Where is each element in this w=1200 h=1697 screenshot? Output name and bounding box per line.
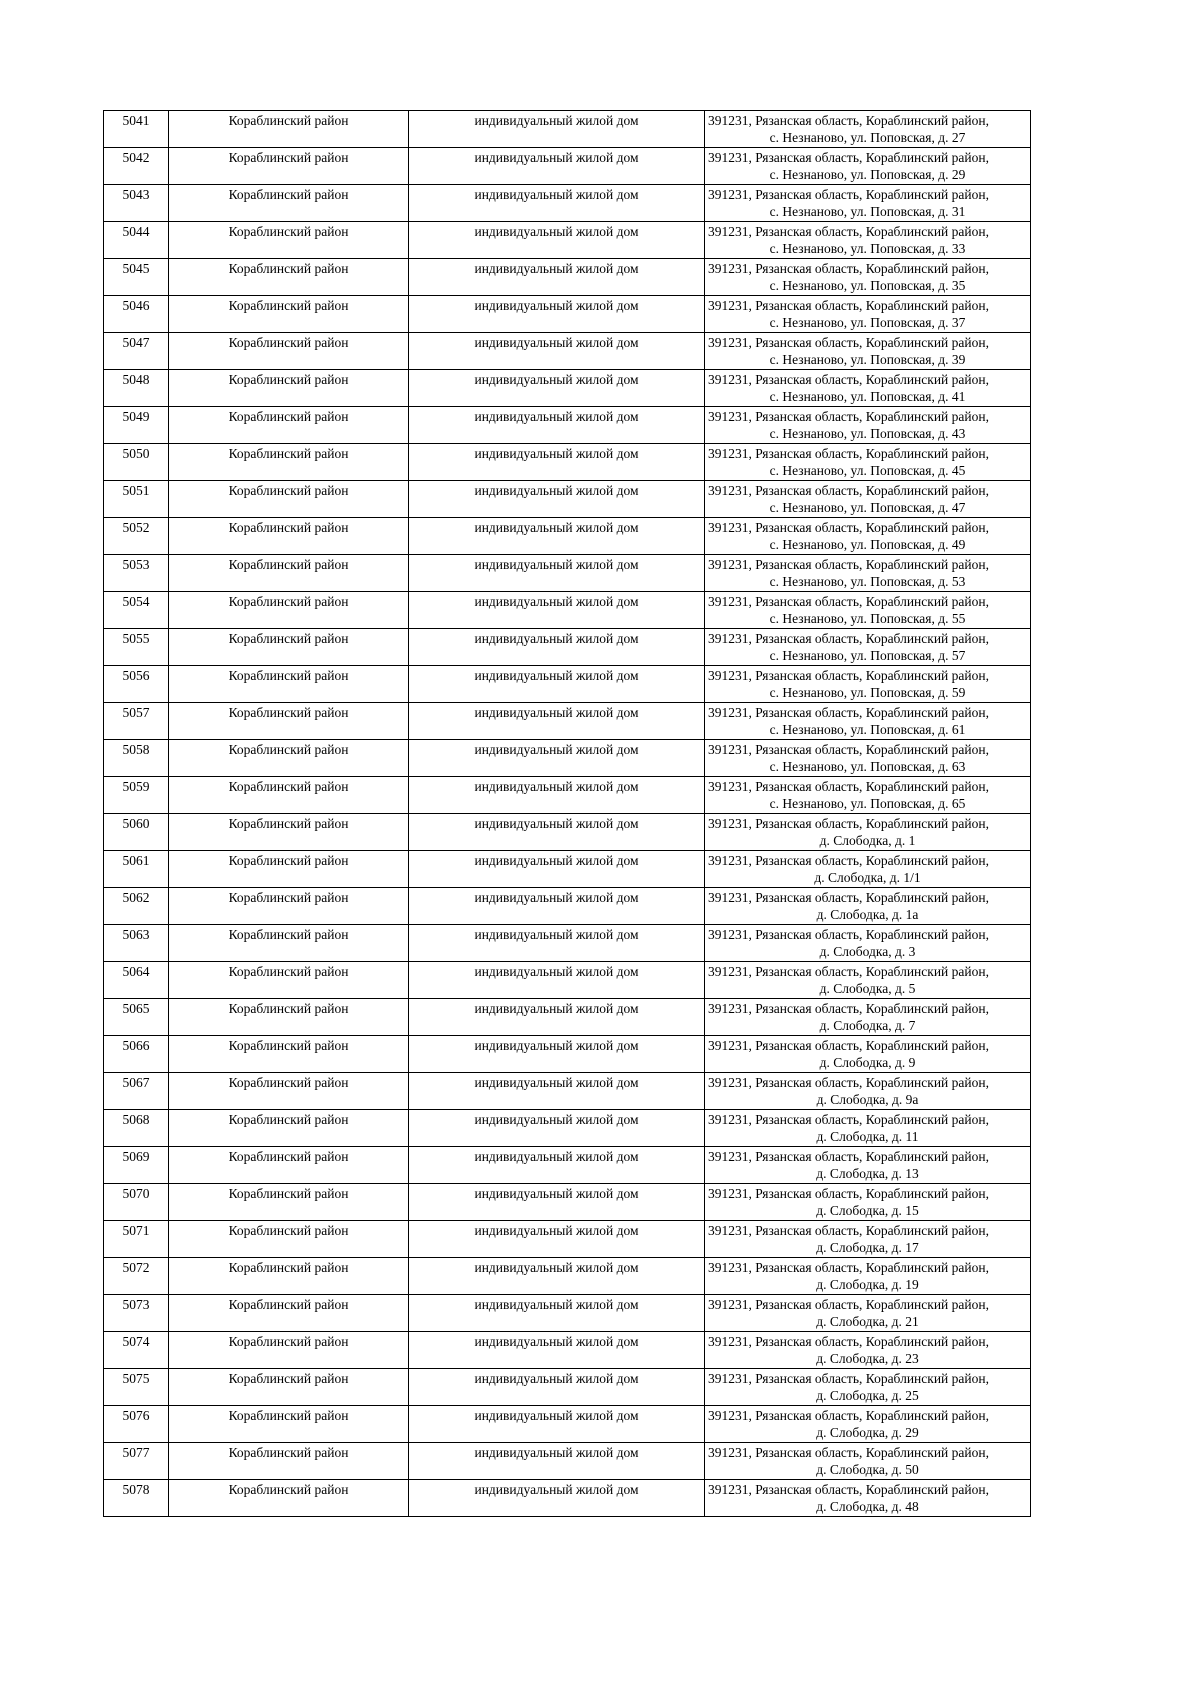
table-row xyxy=(104,1221,1031,1258)
address-line-region: 391231, Рязанская область, Кораблинский район, xyxy=(708,446,989,461)
address-line-locality: с. Незнаново, ул. Поповская, д. 49 xyxy=(769,537,966,552)
table-row xyxy=(104,1258,1031,1295)
row-number-cell: 5052 xyxy=(104,518,169,555)
district-cell: Кораблинский район xyxy=(169,185,409,222)
district-cell: Кораблинский район xyxy=(169,1295,409,1332)
table-row xyxy=(104,814,1031,851)
address-line-region: 391231, Рязанская область, Кораблинский район, xyxy=(708,890,989,905)
table-row xyxy=(104,222,1031,259)
table-row xyxy=(104,1184,1031,1221)
address-line-region: 391231, Рязанская область, Кораблинский район, xyxy=(708,113,989,128)
table-row xyxy=(104,888,1031,925)
row-number-cell: 5049 xyxy=(104,407,169,444)
address-line-locality: д. Слободка, д. 15 xyxy=(816,1203,919,1218)
address-line-locality: с. Незнаново, ул. Поповская, д. 41 xyxy=(769,389,966,404)
building-type-cell: индивидуальный жилой дом xyxy=(409,148,705,185)
address-line-locality: д. Слободка, д. 29 xyxy=(816,1425,919,1440)
building-type-cell: индивидуальный жилой дом xyxy=(409,333,705,370)
row-number-cell: 5056 xyxy=(104,666,169,703)
housing-registry-table xyxy=(103,110,1031,1517)
table-row xyxy=(104,1147,1031,1184)
row-number-cell: 5074 xyxy=(104,1332,169,1369)
address-line-region: 391231, Рязанская область, Кораблинский район, xyxy=(708,1149,989,1164)
district-cell: Кораблинский район xyxy=(169,259,409,296)
address-line-region: 391231, Рязанская область, Кораблинский район, xyxy=(708,1112,989,1127)
address-cell xyxy=(705,1110,1031,1147)
table-row xyxy=(104,370,1031,407)
address-cell xyxy=(705,703,1031,740)
address-line-region: 391231, Рязанская область, Кораблинский район, xyxy=(708,335,989,350)
table-row xyxy=(104,333,1031,370)
building-type-cell: индивидуальный жилой дом xyxy=(409,703,705,740)
table-row xyxy=(104,703,1031,740)
address-cell xyxy=(705,555,1031,592)
address-cell xyxy=(705,518,1031,555)
district-cell: Кораблинский район xyxy=(169,111,409,148)
district-cell: Кораблинский район xyxy=(169,888,409,925)
address-cell xyxy=(705,111,1031,148)
address-cell xyxy=(705,629,1031,666)
row-number-cell: 5069 xyxy=(104,1147,169,1184)
table-row xyxy=(104,407,1031,444)
address-line-locality: д. Слободка, д. 1/1 xyxy=(814,870,921,885)
district-cell: Кораблинский район xyxy=(169,1036,409,1073)
address-cell xyxy=(705,1443,1031,1480)
table-row xyxy=(104,592,1031,629)
table-row xyxy=(104,666,1031,703)
address-line-locality: д. Слободка, д. 1а xyxy=(816,907,919,922)
address-line-region: 391231, Рязанская область, Кораблинский район, xyxy=(708,816,989,831)
table-row xyxy=(104,1369,1031,1406)
building-type-cell: индивидуальный жилой дом xyxy=(409,1221,705,1258)
building-type-cell: индивидуальный жилой дом xyxy=(409,407,705,444)
table-row xyxy=(104,1110,1031,1147)
address-cell xyxy=(705,259,1031,296)
address-cell xyxy=(705,666,1031,703)
building-type-cell: индивидуальный жилой дом xyxy=(409,1480,705,1517)
building-type-cell: индивидуальный жилой дом xyxy=(409,1036,705,1073)
address-cell xyxy=(705,1073,1031,1110)
row-number-cell: 5061 xyxy=(104,851,169,888)
table-row xyxy=(104,1480,1031,1517)
district-cell: Кораблинский район xyxy=(169,1480,409,1517)
building-type-cell: индивидуальный жилой дом xyxy=(409,1184,705,1221)
address-line-locality: с. Незнаново, ул. Поповская, д. 43 xyxy=(769,426,966,441)
building-type-cell: индивидуальный жилой дом xyxy=(409,777,705,814)
table-row xyxy=(104,555,1031,592)
address-cell xyxy=(705,814,1031,851)
address-line-region: 391231, Рязанская область, Кораблинский район, xyxy=(708,631,989,646)
address-cell xyxy=(705,1184,1031,1221)
address-cell xyxy=(705,1258,1031,1295)
table-row xyxy=(104,1036,1031,1073)
address-cell xyxy=(705,481,1031,518)
row-number-cell: 5047 xyxy=(104,333,169,370)
address-line-locality: с. Незнаново, ул. Поповская, д. 39 xyxy=(769,352,966,367)
building-type-cell: индивидуальный жилой дом xyxy=(409,814,705,851)
district-cell: Кораблинский район xyxy=(169,592,409,629)
table-row xyxy=(104,111,1031,148)
address-line-locality: с. Незнаново, ул. Поповская, д. 29 xyxy=(769,167,966,182)
row-number-cell: 5044 xyxy=(104,222,169,259)
address-line-region: 391231, Рязанская область, Кораблинский район, xyxy=(708,298,989,313)
table-row xyxy=(104,962,1031,999)
row-number-cell: 5043 xyxy=(104,185,169,222)
address-line-locality: с. Незнаново, ул. Поповская, д. 55 xyxy=(769,611,966,626)
table-row xyxy=(104,185,1031,222)
address-line-region: 391231, Рязанская область, Кораблинский район, xyxy=(708,705,989,720)
building-type-cell: индивидуальный жилой дом xyxy=(409,925,705,962)
address-cell xyxy=(705,1147,1031,1184)
row-number-cell: 5055 xyxy=(104,629,169,666)
row-number-cell: 5076 xyxy=(104,1406,169,1443)
address-line-region: 391231, Рязанская область, Кораблинский район, xyxy=(708,853,989,868)
address-line-locality: с. Незнаново, ул. Поповская, д. 61 xyxy=(769,722,966,737)
row-number-cell: 5059 xyxy=(104,777,169,814)
address-line-region: 391231, Рязанская область, Кораблинский район, xyxy=(708,668,989,683)
address-line-region: 391231, Рязанская область, Кораблинский район, xyxy=(708,261,989,276)
address-cell xyxy=(705,1221,1031,1258)
building-type-cell: индивидуальный жилой дом xyxy=(409,185,705,222)
district-cell: Кораблинский район xyxy=(169,814,409,851)
address-line-locality: с. Незнаново, ул. Поповская, д. 53 xyxy=(769,574,966,589)
address-cell xyxy=(705,1369,1031,1406)
row-number-cell: 5060 xyxy=(104,814,169,851)
row-number-cell: 5048 xyxy=(104,370,169,407)
table-row xyxy=(104,148,1031,185)
district-cell: Кораблинский район xyxy=(169,370,409,407)
address-cell xyxy=(705,1332,1031,1369)
row-number-cell: 5065 xyxy=(104,999,169,1036)
address-line-locality: с. Незнаново, ул. Поповская, д. 31 xyxy=(769,204,966,219)
building-type-cell: индивидуальный жилой дом xyxy=(409,1369,705,1406)
building-type-cell: индивидуальный жилой дом xyxy=(409,481,705,518)
building-type-cell: индивидуальный жилой дом xyxy=(409,592,705,629)
address-line-locality: с. Незнаново, ул. Поповская, д. 59 xyxy=(769,685,966,700)
address-line-region: 391231, Рязанская область, Кораблинский район, xyxy=(708,1408,989,1423)
address-cell xyxy=(705,444,1031,481)
address-line-locality: с. Незнаново, ул. Поповская, д. 45 xyxy=(769,463,966,478)
district-cell: Кораблинский район xyxy=(169,999,409,1036)
address-line-region: 391231, Рязанская область, Кораблинский район, xyxy=(708,1075,989,1090)
address-line-locality: д. Слободка, д. 9а xyxy=(816,1092,919,1107)
table-row xyxy=(104,296,1031,333)
district-cell: Кораблинский район xyxy=(169,407,409,444)
address-line-region: 391231, Рязанская область, Кораблинский район, xyxy=(708,372,989,387)
row-number-cell: 5070 xyxy=(104,1184,169,1221)
building-type-cell: индивидуальный жилой дом xyxy=(409,222,705,259)
address-line-region: 391231, Рязанская область, Кораблинский район, xyxy=(708,1445,989,1460)
address-line-region: 391231, Рязанская область, Кораблинский район, xyxy=(708,1038,989,1053)
building-type-cell: индивидуальный жилой дом xyxy=(409,555,705,592)
row-number-cell: 5075 xyxy=(104,1369,169,1406)
address-line-locality: д. Слободка, д. 19 xyxy=(816,1277,919,1292)
row-number-cell: 5058 xyxy=(104,740,169,777)
row-number-cell: 5078 xyxy=(104,1480,169,1517)
building-type-cell: индивидуальный жилой дом xyxy=(409,296,705,333)
address-cell xyxy=(705,851,1031,888)
address-cell xyxy=(705,185,1031,222)
building-type-cell: индивидуальный жилой дом xyxy=(409,259,705,296)
table-row xyxy=(104,925,1031,962)
address-line-locality: с. Незнаново, ул. Поповская, д. 37 xyxy=(769,315,966,330)
row-number-cell: 5073 xyxy=(104,1295,169,1332)
district-cell: Кораблинский район xyxy=(169,1110,409,1147)
district-cell: Кораблинский район xyxy=(169,1443,409,1480)
address-line-region: 391231, Рязанская область, Кораблинский район, xyxy=(708,483,989,498)
row-number-cell: 5067 xyxy=(104,1073,169,1110)
address-line-region: 391231, Рязанская область, Кораблинский район, xyxy=(708,187,989,202)
row-number-cell: 5063 xyxy=(104,925,169,962)
district-cell: Кораблинский район xyxy=(169,703,409,740)
district-cell: Кораблинский район xyxy=(169,555,409,592)
district-cell: Кораблинский район xyxy=(169,444,409,481)
district-cell: Кораблинский район xyxy=(169,1258,409,1295)
district-cell: Кораблинский район xyxy=(169,1073,409,1110)
district-cell: Кораблинский район xyxy=(169,740,409,777)
address-cell xyxy=(705,888,1031,925)
address-line-region: 391231, Рязанская область, Кораблинский район, xyxy=(708,1001,989,1016)
row-number-cell: 5042 xyxy=(104,148,169,185)
district-cell: Кораблинский район xyxy=(169,296,409,333)
address-line-locality: д. Слободка, д. 5 xyxy=(819,981,916,996)
building-type-cell: индивидуальный жилой дом xyxy=(409,851,705,888)
table-row xyxy=(104,851,1031,888)
row-number-cell: 5046 xyxy=(104,296,169,333)
address-line-locality: с. Незнаново, ул. Поповская, д. 65 xyxy=(769,796,966,811)
registry-table-body xyxy=(104,111,1031,1517)
row-number-cell: 5062 xyxy=(104,888,169,925)
address-cell xyxy=(705,1036,1031,1073)
address-line-locality: д. Слободка, д. 17 xyxy=(816,1240,919,1255)
address-line-locality: д. Слободка, д. 23 xyxy=(816,1351,919,1366)
address-line-locality: с. Незнаново, ул. Поповская, д. 63 xyxy=(769,759,966,774)
building-type-cell: индивидуальный жилой дом xyxy=(409,888,705,925)
district-cell: Кораблинский район xyxy=(169,1184,409,1221)
building-type-cell: индивидуальный жилой дом xyxy=(409,740,705,777)
building-type-cell: индивидуальный жилой дом xyxy=(409,518,705,555)
row-number-cell: 5071 xyxy=(104,1221,169,1258)
address-cell xyxy=(705,1480,1031,1517)
table-row xyxy=(104,777,1031,814)
table-row xyxy=(104,1406,1031,1443)
row-number-cell: 5068 xyxy=(104,1110,169,1147)
building-type-cell: индивидуальный жилой дом xyxy=(409,444,705,481)
address-cell xyxy=(705,222,1031,259)
address-line-locality: д. Слободка, д. 1 xyxy=(819,833,916,848)
district-cell: Кораблинский район xyxy=(169,925,409,962)
district-cell: Кораблинский район xyxy=(169,1221,409,1258)
row-number-cell: 5041 xyxy=(104,111,169,148)
address-line-locality: д. Слободка, д. 21 xyxy=(816,1314,919,1329)
building-type-cell: индивидуальный жилой дом xyxy=(409,1073,705,1110)
building-type-cell: индивидуальный жилой дом xyxy=(409,111,705,148)
table-row xyxy=(104,1443,1031,1480)
address-line-region: 391231, Рязанская область, Кораблинский район, xyxy=(708,1223,989,1238)
district-cell: Кораблинский район xyxy=(169,1369,409,1406)
address-line-region: 391231, Рязанская область, Кораблинский район, xyxy=(708,1334,989,1349)
address-cell xyxy=(705,1406,1031,1443)
address-line-locality: д. Слободка, д. 3 xyxy=(819,944,916,959)
address-line-locality: д. Слободка, д. 11 xyxy=(816,1129,919,1144)
address-cell xyxy=(705,370,1031,407)
address-line-region: 391231, Рязанская область, Кораблинский район, xyxy=(708,779,989,794)
district-cell: Кораблинский район xyxy=(169,1332,409,1369)
address-line-locality: д. Слободка, д. 9 xyxy=(819,1055,916,1070)
building-type-cell: индивидуальный жилой дом xyxy=(409,1258,705,1295)
address-line-region: 391231, Рязанская область, Кораблинский район, xyxy=(708,927,989,942)
district-cell: Кораблинский район xyxy=(169,481,409,518)
address-line-region: 391231, Рязанская область, Кораблинский район, xyxy=(708,594,989,609)
row-number-cell: 5066 xyxy=(104,1036,169,1073)
row-number-cell: 5077 xyxy=(104,1443,169,1480)
table-row xyxy=(104,518,1031,555)
district-cell: Кораблинский район xyxy=(169,1147,409,1184)
address-line-locality: д. Слободка, д. 48 xyxy=(816,1499,919,1514)
address-line-locality: с. Незнаново, ул. Поповская, д. 57 xyxy=(769,648,966,663)
district-cell: Кораблинский район xyxy=(169,777,409,814)
district-cell: Кораблинский район xyxy=(169,1406,409,1443)
table-row xyxy=(104,1073,1031,1110)
building-type-cell: индивидуальный жилой дом xyxy=(409,1295,705,1332)
row-number-cell: 5051 xyxy=(104,481,169,518)
address-cell xyxy=(705,1295,1031,1332)
address-line-locality: с. Незнаново, ул. Поповская, д. 27 xyxy=(769,130,966,145)
table-row xyxy=(104,444,1031,481)
address-line-region: 391231, Рязанская область, Кораблинский район, xyxy=(708,1371,989,1386)
row-number-cell: 5054 xyxy=(104,592,169,629)
district-cell: Кораблинский район xyxy=(169,222,409,259)
address-cell xyxy=(705,925,1031,962)
address-line-region: 391231, Рязанская область, Кораблинский район, xyxy=(708,1482,989,1497)
row-number-cell: 5045 xyxy=(104,259,169,296)
address-cell xyxy=(705,740,1031,777)
address-line-locality: д. Слободка, д. 13 xyxy=(816,1166,919,1181)
table-row xyxy=(104,999,1031,1036)
address-line-region: 391231, Рязанская область, Кораблинский район, xyxy=(708,520,989,535)
building-type-cell: индивидуальный жилой дом xyxy=(409,370,705,407)
address-line-region: 391231, Рязанская область, Кораблинский район, xyxy=(708,1297,989,1312)
address-cell xyxy=(705,296,1031,333)
address-line-region: 391231, Рязанская область, Кораблинский район, xyxy=(708,1260,989,1275)
table-row xyxy=(104,740,1031,777)
district-cell: Кораблинский район xyxy=(169,333,409,370)
row-number-cell: 5057 xyxy=(104,703,169,740)
building-type-cell: индивидуальный жилой дом xyxy=(409,1110,705,1147)
address-line-region: 391231, Рязанская область, Кораблинский район, xyxy=(708,224,989,239)
table-row xyxy=(104,481,1031,518)
address-cell xyxy=(705,333,1031,370)
row-number-cell: 5050 xyxy=(104,444,169,481)
address-cell xyxy=(705,999,1031,1036)
address-line-locality: д. Слободка, д. 25 xyxy=(816,1388,919,1403)
address-cell xyxy=(705,777,1031,814)
address-line-region: 391231, Рязанская область, Кораблинский район, xyxy=(708,742,989,757)
building-type-cell: индивидуальный жилой дом xyxy=(409,666,705,703)
address-cell xyxy=(705,407,1031,444)
table-row xyxy=(104,259,1031,296)
building-type-cell: индивидуальный жилой дом xyxy=(409,629,705,666)
building-type-cell: индивидуальный жилой дом xyxy=(409,1332,705,1369)
address-line-locality: с. Незнаново, ул. Поповская, д. 35 xyxy=(769,278,966,293)
address-line-locality: д. Слободка, д. 50 xyxy=(816,1462,919,1477)
building-type-cell: индивидуальный жилой дом xyxy=(409,962,705,999)
address-cell xyxy=(705,962,1031,999)
address-line-locality: с. Незнаново, ул. Поповская, д. 47 xyxy=(769,500,966,515)
table-row xyxy=(104,629,1031,666)
row-number-cell: 5053 xyxy=(104,555,169,592)
district-cell: Кораблинский район xyxy=(169,148,409,185)
address-line-region: 391231, Рязанская область, Кораблинский район, xyxy=(708,1186,989,1201)
address-line-locality: д. Слободка, д. 7 xyxy=(819,1018,916,1033)
building-type-cell: индивидуальный жилой дом xyxy=(409,1443,705,1480)
address-line-locality: с. Незнаново, ул. Поповская, д. 33 xyxy=(769,241,966,256)
address-cell xyxy=(705,148,1031,185)
district-cell: Кораблинский район xyxy=(169,518,409,555)
district-cell: Кораблинский район xyxy=(169,666,409,703)
building-type-cell: индивидуальный жилой дом xyxy=(409,1406,705,1443)
district-cell: Кораблинский район xyxy=(169,851,409,888)
address-line-region: 391231, Рязанская область, Кораблинский район, xyxy=(708,150,989,165)
row-number-cell: 5072 xyxy=(104,1258,169,1295)
address-cell xyxy=(705,592,1031,629)
address-line-region: 391231, Рязанская область, Кораблинский район, xyxy=(708,964,989,979)
building-type-cell: индивидуальный жилой дом xyxy=(409,999,705,1036)
row-number-cell: 5064 xyxy=(104,962,169,999)
address-line-region: 391231, Рязанская область, Кораблинский район, xyxy=(708,409,989,424)
address-line-region: 391231, Рязанская область, Кораблинский район, xyxy=(708,557,989,572)
table-row xyxy=(104,1332,1031,1369)
district-cell: Кораблинский район xyxy=(169,629,409,666)
building-type-cell: индивидуальный жилой дом xyxy=(409,1147,705,1184)
district-cell: Кораблинский район xyxy=(169,962,409,999)
table-row xyxy=(104,1295,1031,1332)
